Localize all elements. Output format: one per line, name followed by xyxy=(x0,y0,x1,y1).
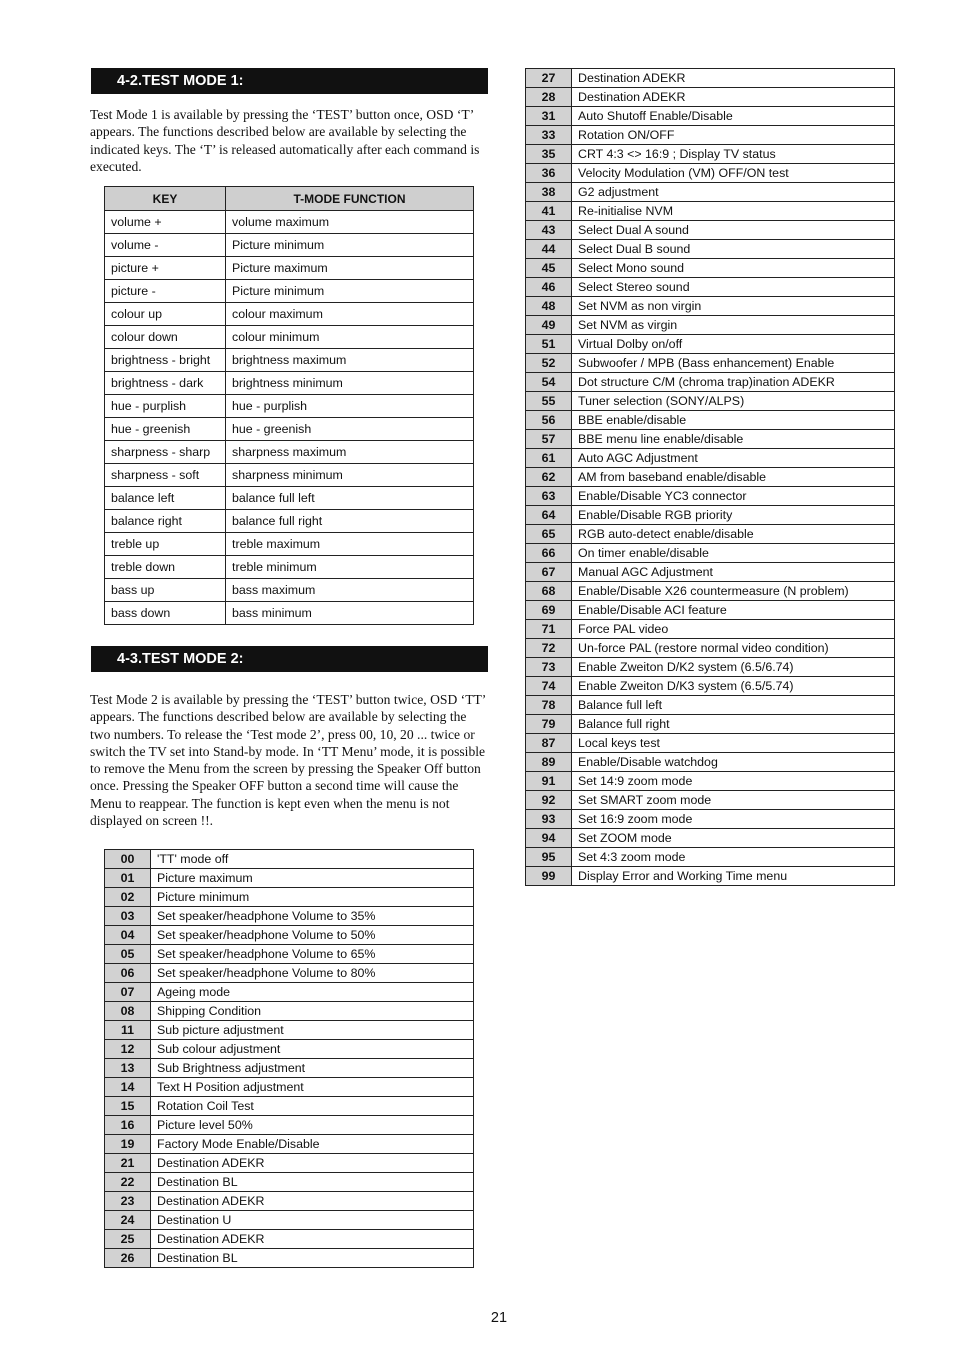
table-row xyxy=(526,487,895,506)
key-cell: balance right xyxy=(105,510,226,533)
command-code: 06 xyxy=(105,964,151,983)
command-description: Destination ADEKR xyxy=(572,69,895,88)
command-description: Destination U xyxy=(151,1211,474,1230)
command-description: Enable Zweiton D/K3 system (6.5/5.74) xyxy=(572,677,895,696)
function-cell: brightness maximum xyxy=(226,349,474,372)
function-cell: hue - greenish xyxy=(226,418,474,441)
command-description: Set speaker/headphone Volume to 65% xyxy=(151,945,474,964)
command-code: 01 xyxy=(105,869,151,888)
command-code: 92 xyxy=(526,791,572,810)
command-code: 22 xyxy=(105,1173,151,1192)
table-row xyxy=(526,392,895,411)
table-row xyxy=(526,696,895,715)
command-description: Destination ADEKR xyxy=(151,1192,474,1211)
table-row xyxy=(105,418,474,441)
command-description: Picture minimum xyxy=(151,888,474,907)
command-description: Destination ADEKR xyxy=(151,1154,474,1173)
table-row xyxy=(105,888,474,907)
table-row xyxy=(105,395,474,418)
command-description: G2 adjustment xyxy=(572,183,895,202)
command-code: 00 xyxy=(105,850,151,869)
key-cell: balance left xyxy=(105,487,226,510)
section-title-test-mode-1: 4-2.TEST MODE 1: xyxy=(91,68,488,94)
command-description: AM from baseband enable/disable xyxy=(572,468,895,487)
table-row xyxy=(526,183,895,202)
command-code: 44 xyxy=(526,240,572,259)
key-cell: brightness - bright xyxy=(105,349,226,372)
key-cell: sharpness - sharp xyxy=(105,441,226,464)
key-cell: hue - greenish xyxy=(105,418,226,441)
table-row xyxy=(105,303,474,326)
table-row xyxy=(526,202,895,221)
key-cell: bass down xyxy=(105,602,226,625)
command-code: 41 xyxy=(526,202,572,221)
table-row xyxy=(105,372,474,395)
key-cell: colour up xyxy=(105,303,226,326)
command-code: 68 xyxy=(526,582,572,601)
command-description: Auto Shutoff Enable/Disable xyxy=(572,107,895,126)
table-row xyxy=(526,601,895,620)
table-row xyxy=(526,335,895,354)
command-description: Force PAL video xyxy=(572,620,895,639)
function-cell: balance full left xyxy=(226,487,474,510)
table-row xyxy=(105,945,474,964)
table-row xyxy=(526,848,895,867)
command-code: 31 xyxy=(526,107,572,126)
command-description: Manual AGC Adjustment xyxy=(572,563,895,582)
command-description: Set NVM as virgin xyxy=(572,316,895,335)
command-description: Enable/Disable watchdog xyxy=(572,753,895,772)
command-description: Ageing mode xyxy=(151,983,474,1002)
command-code: 65 xyxy=(526,525,572,544)
command-code: 66 xyxy=(526,544,572,563)
command-code: 89 xyxy=(526,753,572,772)
table-row xyxy=(526,544,895,563)
table-row xyxy=(526,715,895,734)
table-row xyxy=(105,869,474,888)
command-code: 64 xyxy=(526,506,572,525)
command-code: 62 xyxy=(526,468,572,487)
table-row xyxy=(526,525,895,544)
key-cell: volume + xyxy=(105,211,226,234)
table-row xyxy=(526,88,895,107)
command-description: Local keys test xyxy=(572,734,895,753)
function-cell: brightness minimum xyxy=(226,372,474,395)
command-code: 13 xyxy=(105,1059,151,1078)
command-description: Balance full right xyxy=(572,715,895,734)
table-row xyxy=(105,1192,474,1211)
table-row xyxy=(105,1173,474,1192)
table-row xyxy=(105,983,474,1002)
table-row xyxy=(526,810,895,829)
command-description: Select Dual A sound xyxy=(572,221,895,240)
command-description: Balance full left xyxy=(572,696,895,715)
table-row xyxy=(105,1040,474,1059)
table-row xyxy=(105,1002,474,1021)
command-code: 36 xyxy=(526,164,572,183)
column-header-key: KEY xyxy=(105,187,226,211)
table-row xyxy=(526,69,895,88)
command-description: Text H Position adjustment xyxy=(151,1078,474,1097)
command-code: 79 xyxy=(526,715,572,734)
command-description: BBE enable/disable xyxy=(572,411,895,430)
command-code: 24 xyxy=(105,1211,151,1230)
function-cell: treble minimum xyxy=(226,556,474,579)
function-cell: bass minimum xyxy=(226,602,474,625)
key-cell: colour down xyxy=(105,326,226,349)
command-description: Destination ADEKR xyxy=(151,1230,474,1249)
table-row xyxy=(105,464,474,487)
command-description: Destination BL xyxy=(151,1249,474,1268)
function-cell: bass maximum xyxy=(226,579,474,602)
command-code: 07 xyxy=(105,983,151,1002)
table-row xyxy=(105,533,474,556)
command-description: BBE menu line enable/disable xyxy=(572,430,895,449)
table-row xyxy=(526,658,895,677)
test-mode-1-key-table xyxy=(104,186,474,625)
command-code: 74 xyxy=(526,677,572,696)
table-row xyxy=(105,556,474,579)
command-description: Subwoofer / MPB (Bass enhancement) Enable xyxy=(572,354,895,373)
table-row xyxy=(526,791,895,810)
command-code: 95 xyxy=(526,848,572,867)
command-code: 73 xyxy=(526,658,572,677)
command-description: Set speaker/headphone Volume to 80% xyxy=(151,964,474,983)
command-code: 23 xyxy=(105,1192,151,1211)
function-cell: sharpness maximum xyxy=(226,441,474,464)
command-code: 61 xyxy=(526,449,572,468)
command-code: 08 xyxy=(105,1002,151,1021)
table-row xyxy=(105,964,474,983)
table-row xyxy=(105,280,474,303)
function-cell: volume maximum xyxy=(226,211,474,234)
key-cell: picture + xyxy=(105,257,226,280)
table-row xyxy=(105,1211,474,1230)
function-cell: hue - purplish xyxy=(226,395,474,418)
command-description: Velocity Modulation (VM) OFF/ON test xyxy=(572,164,895,183)
table-row xyxy=(526,430,895,449)
command-description: Set speaker/headphone Volume to 50% xyxy=(151,926,474,945)
command-code: 35 xyxy=(526,145,572,164)
table-row xyxy=(105,1154,474,1173)
command-code: 78 xyxy=(526,696,572,715)
table-header-row xyxy=(105,187,474,211)
table-row xyxy=(526,506,895,525)
column-header-function: T-MODE FUNCTION xyxy=(226,187,474,211)
table-row xyxy=(526,677,895,696)
command-description: Destination ADEKR xyxy=(572,88,895,107)
command-code: 56 xyxy=(526,411,572,430)
command-description: Enable/Disable ACI feature xyxy=(572,601,895,620)
function-cell: Picture maximum xyxy=(226,257,474,280)
command-description: Factory Mode Enable/Disable xyxy=(151,1135,474,1154)
command-description: Rotation Coil Test xyxy=(151,1097,474,1116)
command-code: 46 xyxy=(526,278,572,297)
command-description: Dot structure C/M (chroma trap)ination ADEKR xyxy=(572,373,895,392)
key-cell: sharpness - soft xyxy=(105,464,226,487)
command-code: 11 xyxy=(105,1021,151,1040)
table-row xyxy=(105,257,474,280)
command-description: Set SMART zoom mode xyxy=(572,791,895,810)
table-row xyxy=(526,316,895,335)
table-row xyxy=(526,639,895,658)
command-code: 43 xyxy=(526,221,572,240)
table-row xyxy=(526,354,895,373)
table-row xyxy=(105,349,474,372)
table-row xyxy=(526,734,895,753)
command-description: Un-force PAL (restore normal video condition) xyxy=(572,639,895,658)
command-code: 48 xyxy=(526,297,572,316)
table-row xyxy=(526,753,895,772)
table-row xyxy=(105,907,474,926)
command-code: 19 xyxy=(105,1135,151,1154)
function-cell: sharpness minimum xyxy=(226,464,474,487)
function-cell: balance full right xyxy=(226,510,474,533)
command-code: 03 xyxy=(105,907,151,926)
command-description: Destination BL xyxy=(151,1173,474,1192)
table-row xyxy=(105,1135,474,1154)
command-code: 15 xyxy=(105,1097,151,1116)
command-description: Enable/Disable X26 countermeasure (N problem) xyxy=(572,582,895,601)
table-row xyxy=(526,411,895,430)
command-code: 52 xyxy=(526,354,572,373)
table-row xyxy=(105,326,474,349)
command-description: 'TT' mode off xyxy=(151,850,474,869)
command-description: Display Error and Working Time menu xyxy=(572,867,895,886)
command-description: Sub colour adjustment xyxy=(151,1040,474,1059)
table-row xyxy=(105,1116,474,1135)
command-description: CRT 4:3 <> 16:9 ; Display TV status xyxy=(572,145,895,164)
command-description: Sub Brightness adjustment xyxy=(151,1059,474,1078)
table-row xyxy=(526,563,895,582)
table-row xyxy=(105,1021,474,1040)
table-row xyxy=(526,468,895,487)
command-description: Picture level 50% xyxy=(151,1116,474,1135)
command-code: 63 xyxy=(526,487,572,506)
command-code: 25 xyxy=(105,1230,151,1249)
test-mode-2-codes-table-right xyxy=(525,68,895,886)
command-code: 93 xyxy=(526,810,572,829)
command-description: Auto AGC Adjustment xyxy=(572,449,895,468)
table-row xyxy=(105,1059,474,1078)
table-row xyxy=(105,441,474,464)
command-code: 57 xyxy=(526,430,572,449)
command-code: 91 xyxy=(526,772,572,791)
command-code: 02 xyxy=(105,888,151,907)
command-code: 45 xyxy=(526,259,572,278)
function-cell: colour minimum xyxy=(226,326,474,349)
section-title-test-mode-2: 4-3.TEST MODE 2: xyxy=(91,646,488,672)
command-description: Re-initialise NVM xyxy=(572,202,895,221)
test-mode-2-intro: Test Mode 2 is available by pressing the ‘TEST’ button twice, OSD ‘TT’ appears. The functions described below are available by selecting the two numbers. To release the ‘Test mode 2’, press 00, 10, 20 ... twice or switch the TV set into Stand-by mode. In ‘TT Menu’ mode, it is possible to remove the Menu from the screen by pressing the Speaker Off button once. Pressing the Speaker OFF button a second time will cause the Menu to reappear. The function is kept even when the menu is not displayed on screen !!. xyxy=(90,692,486,829)
command-code: 04 xyxy=(105,926,151,945)
command-description: Enable/Disable RGB priority xyxy=(572,506,895,525)
command-description: Set ZOOM mode xyxy=(572,829,895,848)
table-row xyxy=(526,164,895,183)
table-row xyxy=(526,126,895,145)
key-cell: brightness - dark xyxy=(105,372,226,395)
command-code: 72 xyxy=(526,639,572,658)
table-row xyxy=(105,211,474,234)
table-row xyxy=(105,1097,474,1116)
command-code: 54 xyxy=(526,373,572,392)
table-row xyxy=(526,259,895,278)
command-description: Set 16:9 zoom mode xyxy=(572,810,895,829)
command-code: 94 xyxy=(526,829,572,848)
command-code: 14 xyxy=(105,1078,151,1097)
command-description: Select Mono sound xyxy=(572,259,895,278)
test-mode-2-codes-table-left xyxy=(104,849,474,1268)
command-description: Shipping Condition xyxy=(151,1002,474,1021)
table-row xyxy=(526,373,895,392)
table-row xyxy=(105,602,474,625)
table-row xyxy=(526,145,895,164)
command-description: Rotation ON/OFF xyxy=(572,126,895,145)
command-code: 28 xyxy=(526,88,572,107)
table-row xyxy=(105,926,474,945)
key-cell: volume - xyxy=(105,234,226,257)
command-code: 87 xyxy=(526,734,572,753)
key-cell: hue - purplish xyxy=(105,395,226,418)
function-cell: colour maximum xyxy=(226,303,474,326)
key-cell: treble down xyxy=(105,556,226,579)
table-row xyxy=(105,850,474,869)
function-cell: Picture minimum xyxy=(226,234,474,257)
key-cell: picture - xyxy=(105,280,226,303)
command-description: Virtual Dolby on/off xyxy=(572,335,895,354)
command-description: Set 14:9 zoom mode xyxy=(572,772,895,791)
table-row xyxy=(526,278,895,297)
table-row xyxy=(526,867,895,886)
key-cell: treble up xyxy=(105,533,226,556)
table-row xyxy=(526,772,895,791)
table-row xyxy=(105,1249,474,1268)
command-code: 38 xyxy=(526,183,572,202)
command-description: Sub picture adjustment xyxy=(151,1021,474,1040)
command-code: 27 xyxy=(526,69,572,88)
function-cell: Picture minimum xyxy=(226,280,474,303)
command-description: Tuner selection (SONY/ALPS) xyxy=(572,392,895,411)
command-description: Set 4:3 zoom mode xyxy=(572,848,895,867)
test-mode-1-intro: Test Mode 1 is available by pressing the ‘TEST’ button once, OSD ‘T’ appears. The functions described below are available by selecting the indicated keys. The ‘T’ is released automatically after each command is executed. xyxy=(90,107,480,174)
table-row xyxy=(105,1078,474,1097)
command-description: On timer enable/disable xyxy=(572,544,895,563)
table-row xyxy=(105,510,474,533)
command-code: 49 xyxy=(526,316,572,335)
command-code: 12 xyxy=(105,1040,151,1059)
table-row xyxy=(526,221,895,240)
command-description: Enable/Disable YC3 connector xyxy=(572,487,895,506)
command-code: 67 xyxy=(526,563,572,582)
command-code: 71 xyxy=(526,620,572,639)
command-description: Picture maximum xyxy=(151,869,474,888)
function-cell: treble maximum xyxy=(226,533,474,556)
table-row xyxy=(105,487,474,510)
command-description: RGB auto-detect enable/disable xyxy=(572,525,895,544)
command-code: 55 xyxy=(526,392,572,411)
table-row xyxy=(105,579,474,602)
command-code: 99 xyxy=(526,867,572,886)
command-code: 51 xyxy=(526,335,572,354)
table-row xyxy=(105,234,474,257)
table-row xyxy=(526,297,895,316)
table-row xyxy=(526,449,895,468)
command-code: 33 xyxy=(526,126,572,145)
command-description: Select Dual B sound xyxy=(572,240,895,259)
command-description: Set speaker/headphone Volume to 35% xyxy=(151,907,474,926)
command-code: 69 xyxy=(526,601,572,620)
command-code: 16 xyxy=(105,1116,151,1135)
page-number: 21 xyxy=(490,1310,508,1326)
command-code: 26 xyxy=(105,1249,151,1268)
table-row xyxy=(526,829,895,848)
command-description: Select Stereo sound xyxy=(572,278,895,297)
command-description: Set NVM as non virgin xyxy=(572,297,895,316)
command-description: Enable Zweiton D/K2 system (6.5/6.74) xyxy=(572,658,895,677)
table-row xyxy=(526,582,895,601)
table-row xyxy=(105,1230,474,1249)
command-code: 05 xyxy=(105,945,151,964)
key-cell: bass up xyxy=(105,579,226,602)
table-row xyxy=(526,620,895,639)
command-code: 21 xyxy=(105,1154,151,1173)
table-row xyxy=(526,240,895,259)
table-row xyxy=(526,107,895,126)
